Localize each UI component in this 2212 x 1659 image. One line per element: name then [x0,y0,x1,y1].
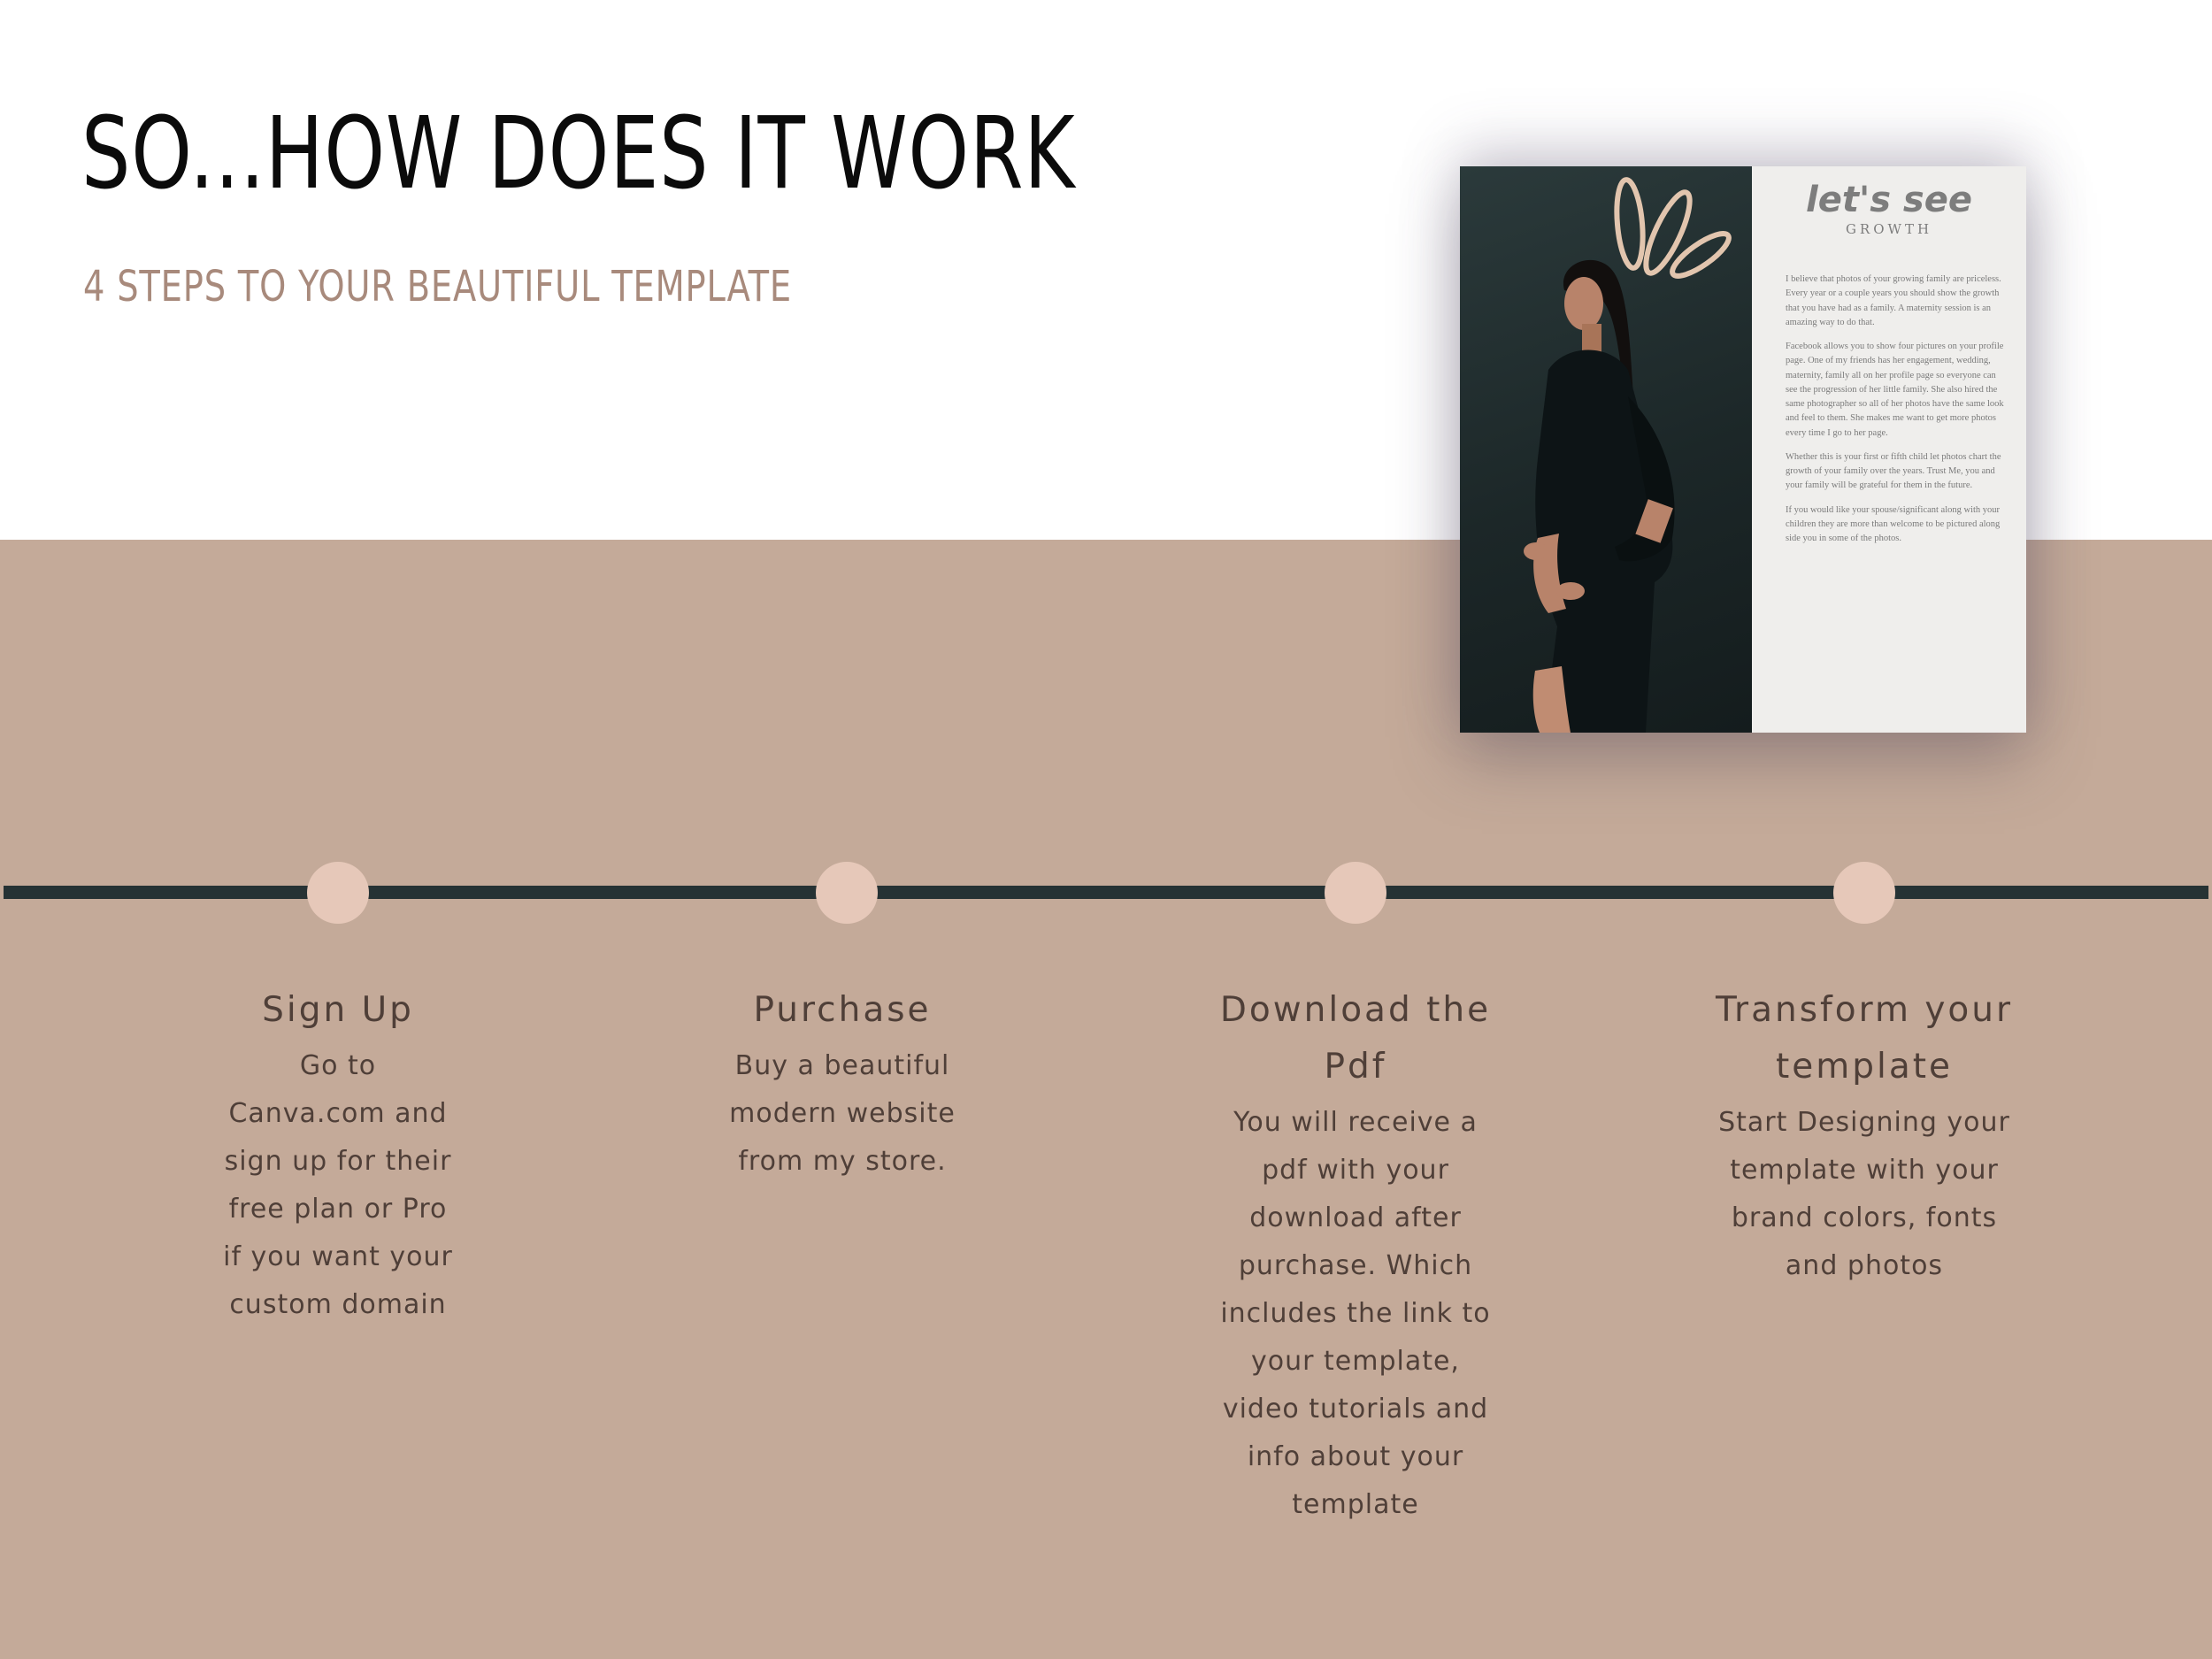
step-description: Buy a beautiful modern website from my store. [729,1050,956,1177]
step-title: Transform your template [1715,990,2014,1087]
page-subtitle: 4 STEPS TO YOUR BEAUTIFUL TEMPLATE [83,262,792,311]
preview-text-panel [1752,166,2026,733]
step-description: Start Designing your template with your brand colors, fonts and photos [1718,1107,2010,1281]
timeline-dot [1325,862,1386,924]
timeline-dot [1833,862,1895,924]
step-description: Go to Canva.com and sign up for their free plan or Pro if you want your custom domain [223,1050,453,1320]
preview-body [1786,273,2007,557]
step-transform [1696,982,2032,1290]
step-description: You will receive a pdf with your download after purchase. Which includes the link to your template, video tutorials and info about your template [1220,1107,1491,1520]
template-preview-card [1460,166,2026,733]
maternity-photo [1460,166,1752,733]
timeline-dot [307,862,369,924]
preview-heading: let's see [1805,180,1972,220]
step-purchase [674,982,1010,1186]
timeline-dot [816,862,878,924]
preview-paragraph: If you would like your spouse/significant along with your children they are more than welcome to be pictured along side you in some of the photos. [1786,504,2001,544]
preview-subheading: GROWTH [1845,221,1933,237]
preview-paragraph: Facebook allows you to show four pictures on your profile page. One of my friends has her engagement, wedding, maternity, family all on her profile page so everyone can see the progression of her little family. She also hired the same photographer so all of her photos have the same look and feel to them. She makes me want to get more photos every time I go to her page. [1786,342,2004,438]
page-title: SO...HOW DOES IT WORK [81,96,1076,211]
preview-paragraph: I believe that photos of your growing family are priceless. Every year or a couple years you should show the growth that you have had as a family. A maternity session is an amazing way to do that. [1786,274,2001,327]
step-title: Sign Up [262,990,414,1030]
maternity-photo-illustration [1460,166,1752,733]
step-title: Purchase [753,990,932,1030]
step-sign-up [170,982,506,1329]
step-download [1187,982,1524,1529]
step-title: Download the Pdf [1219,990,1492,1087]
preview-paragraph: Whether this is your first or fifth child let photos chart the growth of your family over the years. Trust Me, you and your family will be grateful for them in the future. [1786,451,2001,491]
